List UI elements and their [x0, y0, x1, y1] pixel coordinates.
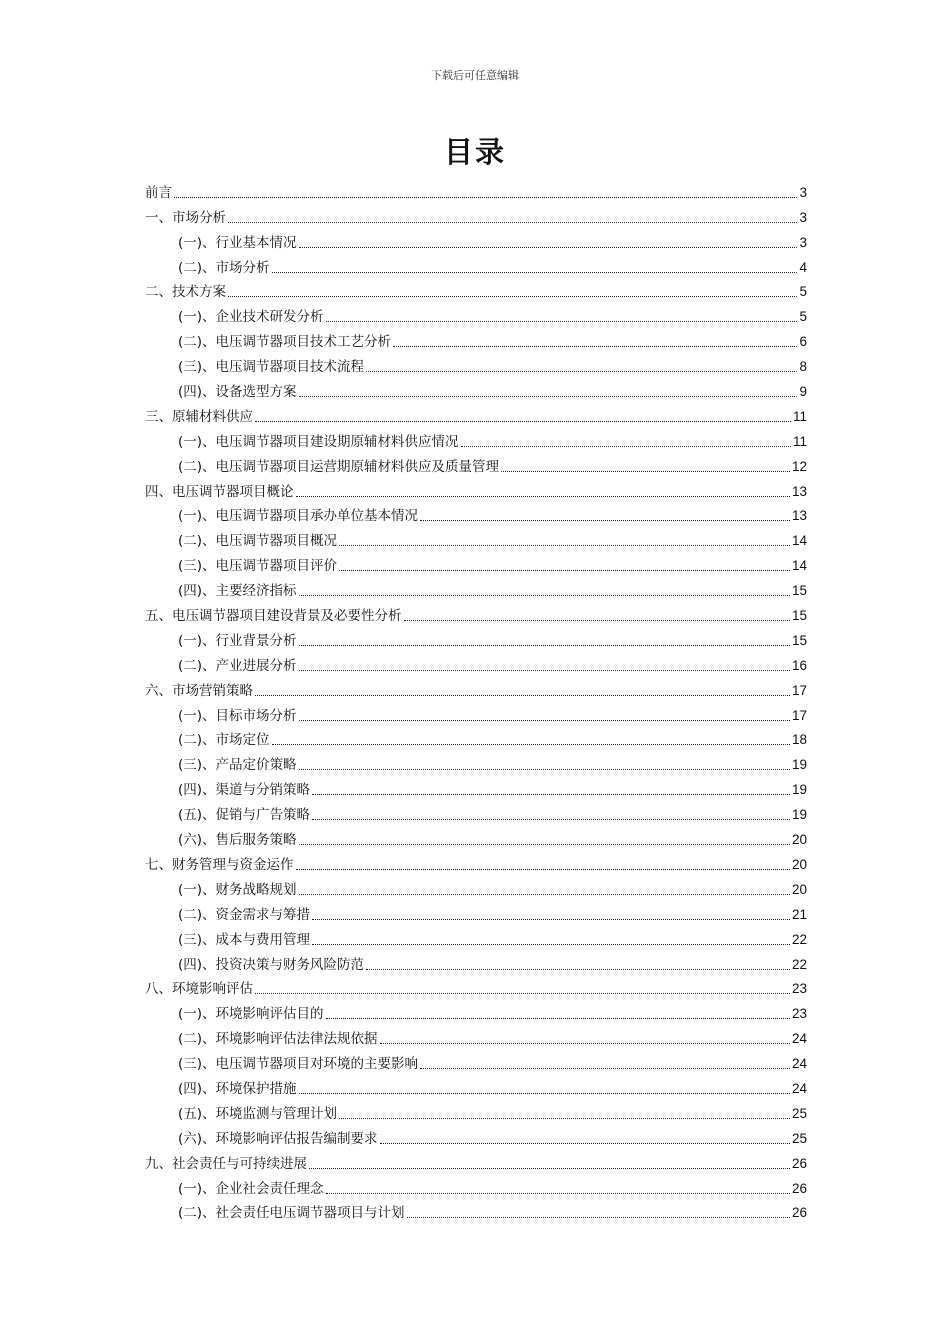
toc-entry-page: 25 [791, 1105, 807, 1121]
toc-entry[interactable] [145, 277, 807, 302]
toc-entry-label: (三)、产品定价策略 [178, 757, 297, 774]
toc-entry-label: (五)、环境监测与管理计划 [178, 1105, 338, 1122]
toc-entry-label: (五)、促销与广告策略 [178, 807, 311, 824]
toc-entry[interactable] [145, 575, 807, 600]
toc-entry-page: 13 [791, 483, 807, 499]
toc-entry[interactable] [145, 376, 807, 401]
toc-dot-leader [255, 695, 790, 696]
toc-entry-label: (二)、市场定位 [178, 732, 270, 749]
toc-dot-leader [393, 346, 797, 347]
toc-dot-leader [339, 545, 790, 546]
toc-entry-page: 9 [799, 384, 807, 400]
toc-dot-leader [312, 794, 790, 795]
toc-entry-label: 八、环境影响评估 [145, 981, 253, 998]
toc-entry-page: 24 [791, 1031, 807, 1047]
toc-dot-leader [299, 670, 790, 671]
toc-dot-leader [228, 296, 797, 297]
toc-entry-page: 23 [791, 981, 807, 997]
toc-entry-page: 4 [799, 259, 807, 275]
toc-entry[interactable] [145, 650, 807, 675]
toc-entry[interactable] [145, 301, 807, 326]
toc-entry[interactable] [145, 426, 807, 451]
toc-dot-leader [255, 993, 790, 994]
toc-entry[interactable] [145, 625, 807, 650]
toc-entry[interactable] [145, 974, 807, 999]
toc-entry-label: (四)、渠道与分销策略 [178, 782, 311, 799]
toc-entry-page: 3 [799, 184, 807, 200]
toc-entry[interactable] [145, 949, 807, 974]
table-of-contents [145, 177, 807, 1222]
toc-entry-page: 18 [791, 732, 807, 748]
toc-entry-page: 17 [791, 707, 807, 723]
toc-entry-page: 23 [791, 1006, 807, 1022]
toc-entry-label: (三)、电压调节器项目技术流程 [178, 359, 365, 376]
toc-entry-label: (二)、社会责任电压调节器项目与计划 [178, 1205, 405, 1222]
toc-entry-page: 26 [791, 1180, 807, 1196]
toc-entry-label: (六)、环境影响评估报告编制要求 [178, 1130, 378, 1147]
toc-dot-leader [420, 520, 790, 521]
toc-dot-leader [339, 1118, 790, 1119]
toc-entry-label: (四)、环境保护措施 [178, 1080, 297, 1097]
toc-dot-leader [312, 944, 790, 945]
toc-entry-label: (一)、行业基本情况 [178, 234, 297, 251]
toc-entry-label: (三)、成本与费用管理 [178, 931, 311, 948]
toc-entry-label: (二)、电压调节器项目运营期原辅材料供应及质量管理 [178, 458, 500, 475]
toc-entry-page: 11 [792, 433, 807, 449]
page-header: 下载后可任意编辑 [431, 69, 519, 82]
toc-entry-page: 5 [799, 309, 807, 325]
toc-dot-leader [174, 197, 797, 198]
toc-entry-page: 26 [791, 1155, 807, 1171]
toc-entry[interactable] [145, 451, 807, 476]
toc-dot-leader [326, 321, 798, 322]
toc-entry[interactable] [145, 252, 807, 277]
toc-entry-page: 20 [791, 832, 807, 848]
toc-entry[interactable] [145, 177, 807, 202]
toc-dot-leader [326, 1018, 790, 1019]
toc-entry-page: 15 [791, 583, 807, 599]
page-title: 目录 [443, 135, 506, 169]
toc-entry-label: (四)、主要经济指标 [178, 583, 297, 600]
toc-entry-page: 12 [791, 458, 807, 474]
toc-entry-label: (三)、电压调节器项目对环境的主要影响 [178, 1056, 419, 1073]
toc-entry-page: 21 [791, 906, 807, 922]
toc-dot-leader [296, 496, 790, 497]
toc-entry[interactable] [145, 1123, 807, 1148]
toc-dot-leader [339, 570, 790, 571]
toc-entry-label: 四、电压调节器项目概论 [145, 483, 294, 500]
toc-entry[interactable] [145, 1098, 807, 1123]
toc-entry-label: 前言 [145, 184, 172, 201]
toc-dot-leader [299, 247, 798, 248]
toc-dot-leader [255, 421, 791, 422]
toc-dot-leader [380, 1143, 790, 1144]
toc-entry[interactable] [145, 550, 807, 575]
toc-dot-leader [299, 769, 790, 770]
toc-dot-leader [309, 1168, 790, 1169]
toc-entry-label: (二)、资金需求与筹措 [178, 906, 311, 923]
toc-dot-leader [312, 919, 790, 920]
toc-entry-page: 22 [791, 956, 807, 972]
toc-entry-label: 三、原辅材料供应 [145, 408, 253, 425]
toc-entry-label: (三)、电压调节器项目评价 [178, 558, 338, 575]
toc-dot-leader [380, 1043, 790, 1044]
toc-entry-label: 七、财务管理与资金运作 [145, 856, 294, 873]
toc-entry-page: 24 [791, 1056, 807, 1072]
toc-entry-page: 26 [791, 1205, 807, 1221]
toc-entry-page: 20 [791, 856, 807, 872]
toc-dot-leader [420, 1068, 790, 1069]
toc-entry-label: 五、电压调节器项目建设背景及必要性分析 [145, 608, 402, 625]
toc-entry[interactable] [145, 899, 807, 924]
toc-entry[interactable] [145, 1023, 807, 1048]
toc-entry[interactable] [145, 476, 807, 501]
toc-entry-page: 5 [799, 284, 807, 300]
toc-entry-label: (一)、行业背景分析 [178, 632, 297, 649]
toc-dot-leader [228, 222, 797, 223]
toc-entry[interactable] [145, 849, 807, 874]
toc-entry-page: 13 [791, 508, 807, 524]
toc-entry[interactable] [145, 725, 807, 750]
toc-entry-page: 3 [799, 234, 807, 250]
toc-entry-label: 一、市场分析 [145, 209, 226, 226]
toc-dot-leader [366, 969, 790, 970]
toc-entry[interactable] [145, 799, 807, 824]
toc-entry-label: (六)、售后服务策略 [178, 832, 297, 849]
toc-entry-page: 6 [799, 334, 807, 350]
toc-entry[interactable] [145, 824, 807, 849]
toc-entry-label: (二)、市场分析 [178, 259, 270, 276]
toc-dot-leader [461, 446, 791, 447]
toc-entry-page: 14 [791, 558, 807, 574]
toc-entry[interactable] [145, 1048, 807, 1073]
toc-entry[interactable] [145, 202, 807, 227]
toc-entry[interactable] [145, 749, 807, 774]
toc-entry-label: (一)、财务战略规划 [178, 881, 297, 898]
toc-entry[interactable] [145, 874, 807, 899]
toc-entry[interactable] [145, 1073, 807, 1098]
toc-entry-label: (一)、企业技术研发分析 [178, 309, 324, 326]
toc-entry-page: 15 [791, 608, 807, 624]
toc-dot-leader [299, 396, 798, 397]
toc-entry[interactable] [145, 227, 807, 252]
toc-entry[interactable] [145, 501, 807, 526]
toc-entry[interactable] [145, 600, 807, 625]
toc-entry[interactable] [145, 1173, 807, 1198]
toc-dot-leader [407, 1217, 790, 1218]
toc-entry-label: (四)、投资决策与财务风险防范 [178, 956, 365, 973]
toc-dot-leader [296, 869, 790, 870]
toc-dot-leader [272, 744, 790, 745]
toc-dot-leader [366, 371, 797, 372]
toc-entry-page: 19 [791, 807, 807, 823]
toc-entry-page: 17 [791, 682, 807, 698]
toc-entry-label: 九、社会责任与可持续进展 [145, 1155, 307, 1172]
toc-entry-page: 3 [799, 209, 807, 225]
toc-entry-label: (一)、电压调节器项目承办单位基本情况 [178, 508, 419, 525]
toc-entry-page: 19 [791, 782, 807, 798]
toc-entry-label: (一)、目标市场分析 [178, 707, 297, 724]
toc-entry-page: 22 [791, 931, 807, 947]
toc-entry-label: 二、技术方案 [145, 284, 226, 301]
toc-dot-leader [299, 844, 790, 845]
toc-entry-page: 24 [791, 1080, 807, 1096]
toc-dot-leader [312, 819, 790, 820]
toc-dot-leader [299, 894, 790, 895]
toc-entry-label: (一)、环境影响评估目的 [178, 1006, 324, 1023]
toc-dot-leader [299, 720, 790, 721]
toc-entry[interactable] [145, 401, 807, 426]
toc-entry-page: 15 [791, 632, 807, 648]
toc-entry-label: (二)、环境影响评估法律法规依据 [178, 1031, 378, 1048]
toc-entry-label: 六、市场营销策略 [145, 682, 253, 699]
toc-entry[interactable] [145, 998, 807, 1023]
toc-entry[interactable] [145, 351, 807, 376]
toc-entry-page: 19 [791, 757, 807, 773]
toc-entry-label: (一)、电压调节器项目建设期原辅材料供应情况 [178, 433, 459, 450]
toc-dot-leader [501, 471, 790, 472]
toc-dot-leader [404, 620, 790, 621]
toc-entry-page: 16 [791, 657, 807, 673]
toc-entry-label: (二)、电压调节器项目概况 [178, 533, 338, 550]
toc-dot-leader [272, 272, 798, 273]
toc-entry[interactable] [145, 1148, 807, 1173]
toc-entry[interactable] [145, 700, 807, 725]
toc-dot-leader [299, 1093, 790, 1094]
toc-entry[interactable] [145, 1198, 807, 1223]
toc-dot-leader [299, 645, 790, 646]
toc-entry-label: (二)、电压调节器项目技术工艺分析 [178, 334, 392, 351]
toc-entry[interactable] [145, 774, 807, 799]
toc-entry-label: (二)、产业进展分析 [178, 657, 297, 674]
toc-entry-page: 8 [799, 359, 807, 375]
toc-entry[interactable] [145, 924, 807, 949]
toc-entry-page: 14 [791, 533, 807, 549]
toc-entry-label: (一)、企业社会责任理念 [178, 1180, 324, 1197]
toc-dot-leader [326, 1193, 790, 1194]
toc-dot-leader [299, 595, 790, 596]
toc-entry[interactable] [145, 525, 807, 550]
toc-entry-label: (四)、设备选型方案 [178, 384, 297, 401]
toc-entry-page: 11 [792, 408, 807, 424]
toc-entry[interactable] [145, 675, 807, 700]
toc-entry-page: 20 [791, 881, 807, 897]
toc-entry[interactable] [145, 326, 807, 351]
toc-entry-page: 25 [791, 1130, 807, 1146]
